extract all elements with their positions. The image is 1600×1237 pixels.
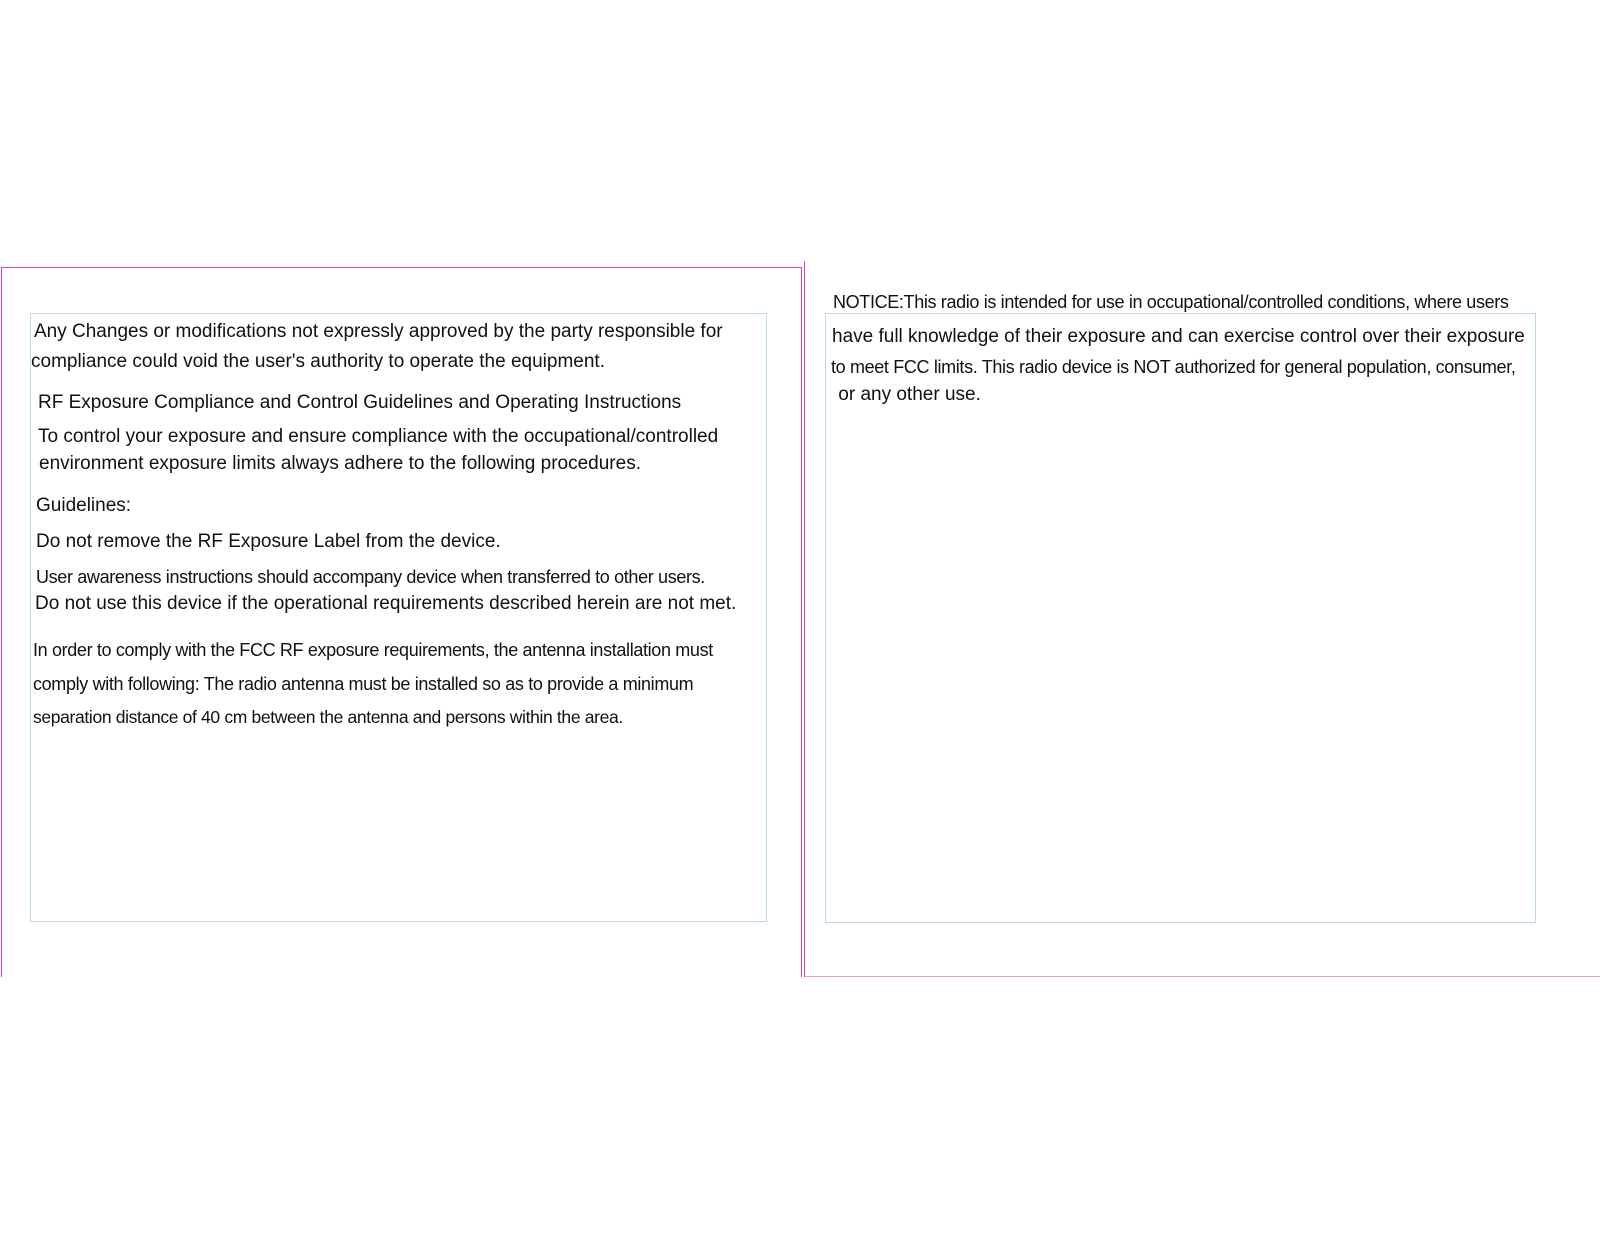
guideline-item: Do not use this device if the operational requirements described herein are not met. <box>35 593 737 614</box>
notice-line: have full knowledge of their exposure and can exercise control over their exposure <box>832 326 1525 347</box>
antenna-text-line: In order to comply with the FCC RF exposure requirements, the antenna installation must <box>33 640 713 660</box>
notice-line: to meet FCC limits. This radio device is NOT authorized for general population, consumer, <box>831 357 1516 377</box>
antenna-text-line: separation distance of 40 cm between the antenna and persons within the area. <box>33 707 623 727</box>
guidelines-heading: Guidelines: <box>36 495 132 516</box>
notice-line: or any other use. <box>833 384 981 405</box>
control-text-line: environment exposure limits always adhere to the following procedures. <box>39 453 641 474</box>
guideline-item: Do not remove the RF Exposure Label from the device. <box>36 531 501 552</box>
notice-line: NOTICE:This radio is intended for use in occupational/controlled conditions, where users <box>833 292 1509 312</box>
antenna-text-line: comply with following: The radio antenna must be installed so as to provide a minimum <box>33 674 694 694</box>
right-page-bottom-rule <box>804 976 1600 977</box>
page-divider-line <box>804 261 805 977</box>
changes-notice-line: compliance could void the user's authority to operate the equipment. <box>31 351 605 372</box>
changes-notice-line: Any Changes or modifications not expressly approved by the party responsible for <box>34 321 723 342</box>
rf-heading: RF Exposure Compliance and Control Guidelines and Operating Instructions <box>38 392 682 413</box>
control-text-line: To control your exposure and ensure compliance with the occupational/controlled <box>38 426 719 447</box>
guideline-item: User awareness instructions should accompany device when transferred to other users. <box>36 567 705 587</box>
